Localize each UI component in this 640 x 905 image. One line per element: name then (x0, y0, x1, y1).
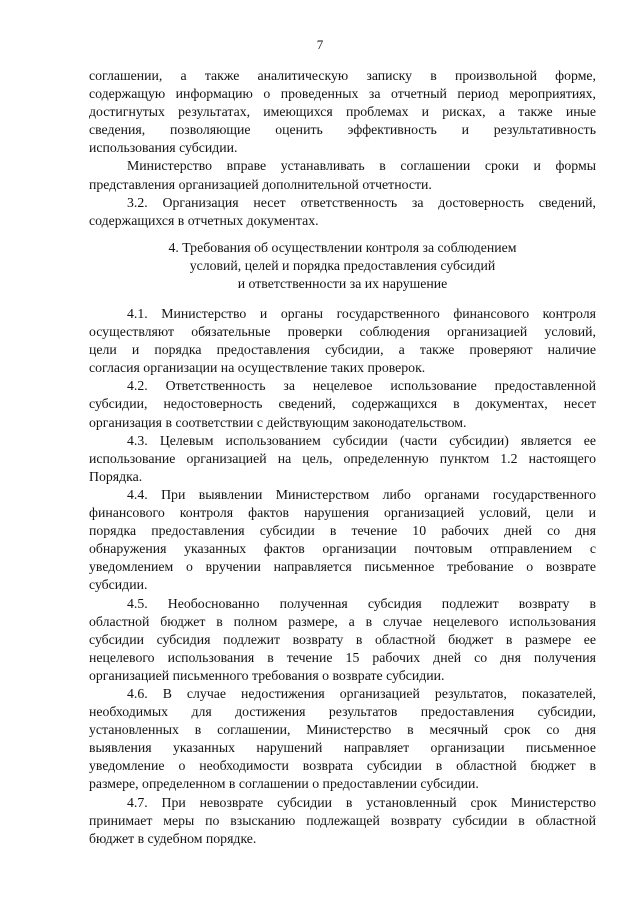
text-line: достигнутых результатах, имеющихся проблемах и рисках, а также иные (89, 104, 596, 120)
text-line: выявления указанных нарушений направляет организации письменное (89, 740, 596, 756)
text-line: использования субсидии. (89, 140, 238, 156)
text-line: уведомление о необходимости возврата субсидии в областной бюджет в (89, 758, 596, 774)
text-line: 4.6. В случае недостижения организацией результатов, показателей, (127, 685, 596, 701)
text-line: размере, определенном в соглашении о предоставлении субсидии. (89, 776, 479, 792)
text-line: 4.2. Ответственность за нецелевое использование предоставленной (127, 378, 596, 394)
text-line: содержащихся в отчетных документах. (89, 212, 319, 228)
text-line: согласия организации на осуществление таких проверок. (89, 360, 426, 376)
text-line: установленных в соглашении, Министерство в месячный срок со дня (89, 722, 596, 738)
text-line: финансового контроля фактов нарушения организацией условий, цели и (89, 505, 596, 521)
text-line: субсидии, недостоверность сведений, содержащихся в документах, несет (89, 396, 596, 412)
text-line: 4.1. Министерство и органы государственного финансового контроля (127, 306, 596, 321)
heading-line: условий, целей и порядка предоставления субсидий (189, 258, 496, 274)
text-line: 4.5. Необоснованно полученная субсидия подлежит возврату в (127, 595, 596, 611)
text-line: 4.3. Целевым использованием субсидии (части субсидии) является ее (127, 432, 596, 448)
text-line: организация в соответствии с действующим законодательством. (89, 414, 467, 430)
text-line: 3.2. Организация несет ответственность за достоверность сведений, (127, 194, 596, 210)
text-line: субсидии субсидия подлежит возврату в областной бюджет в размере ее (89, 631, 596, 647)
text-line: осуществляют обязательные проверки соблюдения организацией условий, (89, 324, 596, 340)
text-block-section-4 (89, 305, 596, 848)
text-line: содержащую информацию о проведенных за отчетный период мероприятиях, (89, 86, 596, 102)
text-line: нецелевого использования в течение 15 рабочих дней со дня получения (89, 649, 596, 665)
text-line: Порядка. (89, 468, 143, 484)
text-line: сведения, позволяющие оценить эффективность и результативность (89, 122, 596, 138)
heading-line: 4. Требования об осуществлении контроля за соблюдением (168, 240, 517, 255)
text-block-top (89, 67, 596, 230)
text-line: организацией письменного требования о возврате субсидии. (89, 667, 445, 683)
text-line: соглашении, а также аналитическую записку в произвольной форме, (89, 68, 596, 83)
text-line: принимает меры по взысканию подлежащей возврату субсидии в областной (89, 812, 596, 828)
text-line: 4.4. При выявлении Министерством либо органами государственного (127, 486, 596, 502)
text-line: уведомлением о вручении направляется письменное требование о возврате (89, 559, 596, 575)
text-line: порядка предоставления субсидии в течение 10 рабочих дней со дня (89, 523, 596, 539)
text-line: необходимых для достижения результатов предоставления субсидии, (89, 704, 596, 720)
text-line: субсидии. (89, 577, 148, 593)
text-line: использование организацией на цель, определенную пунктом 1.2 настоящего (89, 450, 596, 466)
text-line: цели и порядка предоставления субсидии, а также проверяют наличие (89, 342, 596, 358)
page-number: 7 (316, 37, 324, 52)
section-heading (89, 239, 596, 293)
text-line: Министерство вправе устанавливать в соглашении сроки и формы (127, 158, 596, 174)
heading-line: и ответственности за их нарушение (237, 276, 448, 292)
text-line: бюджет в судебном порядке. (89, 830, 257, 846)
text-line: 4.7. При невозврате субсидии в установленный срок Министерство (127, 794, 596, 810)
text-line: представления организацией дополнительной отчетности. (89, 176, 432, 192)
text-line: областной бюджет в полном размере, а в случае нецелевого использования (89, 613, 596, 629)
text-line: обнаружения указанных фактов организации почтовым отправлением с (89, 541, 596, 557)
